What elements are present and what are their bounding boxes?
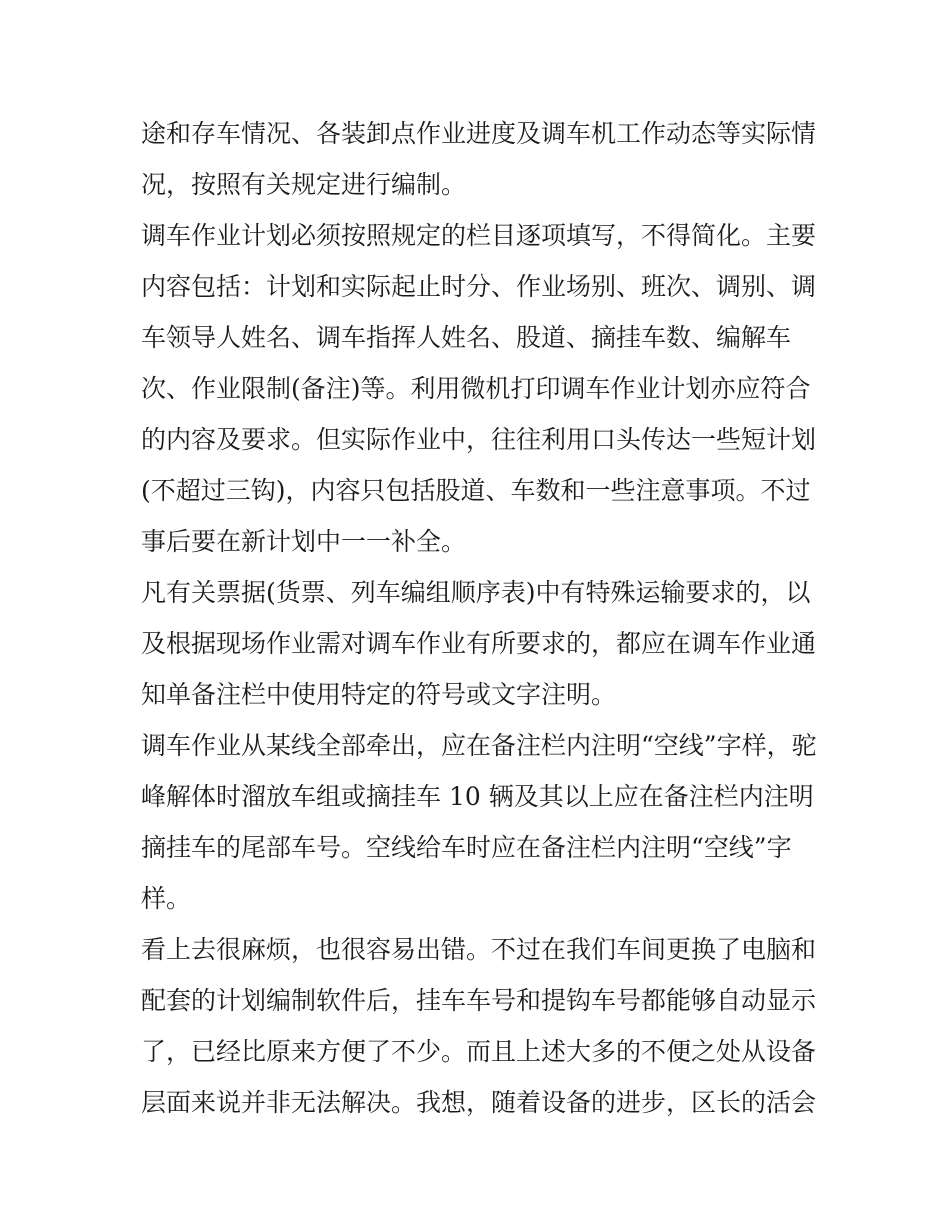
paragraph-2 bbox=[141, 210, 817, 567]
document-body bbox=[141, 108, 817, 1128]
text-line: 次、作业限制(备注)等。利用微机打印调车作业计划亦应符合 bbox=[141, 374, 811, 403]
text-line: 内容包括：计划和实际起止时分、作业场别、班次、调别、调 bbox=[141, 272, 817, 301]
text-line: 事后要在新计划中一一补全。 bbox=[141, 527, 467, 556]
text-line: 及根据现场作业需对调车作业有所要求的，都应在调车作业通 bbox=[141, 629, 817, 658]
text-line: 调车作业计划必须按照规定的栏目逐项填写，不得简化。主要 bbox=[141, 221, 817, 250]
text-line: 调车作业从某线全部牵出，应在备注栏内注明“空线”字样，驼 bbox=[141, 731, 817, 760]
text-line: 途和存车情况、各装卸点作业进度及调车机工作动态等实际情 bbox=[141, 119, 817, 148]
text-line: (不超过三钩)，内容只包括股道、车数和一些注意事项。不过 bbox=[141, 476, 811, 505]
paragraph-3 bbox=[141, 567, 817, 720]
paragraph-1 bbox=[141, 108, 817, 210]
text-line: 样。 bbox=[141, 884, 192, 913]
text-line: 知单备注栏中使用特定的符号或文字注明。 bbox=[141, 680, 617, 709]
text-line: 看上去很麻烦，也很容易出错。不过在我们车间更换了电脑和 bbox=[141, 935, 817, 964]
text-line: 车领导人姓名、调车指挥人姓名、股道、摘挂车数、编解车 bbox=[141, 323, 792, 352]
text-line: 配套的计划编制软件后，挂车车号和提钩车号都能够自动显示 bbox=[141, 986, 817, 1015]
text-line: 摘挂车的尾部车号。空线给车时应在备注栏内注明“空线”字 bbox=[141, 833, 792, 862]
paragraph-5 bbox=[141, 924, 817, 1128]
text-line: 峰解体时溜放车组或摘挂车 10 辆及其以上应在备注栏内注明 bbox=[141, 782, 814, 811]
paragraph-4 bbox=[141, 720, 817, 924]
text-line: 了，已经比原来方便了不少。而且上述大多的不便之处从设备 bbox=[141, 1037, 817, 1066]
text-line: 层面来说并非无法解决。我想，随着设备的进步，区长的活会 bbox=[141, 1088, 817, 1117]
text-line: 凡有关票据(货票、列车编组顺序表)中有特殊运输要求的，以 bbox=[141, 578, 811, 607]
text-line: 的内容及要求。但实际作业中，往往利用口头传达一些短计划 bbox=[141, 425, 817, 454]
text-line: 况，按照有关规定进行编制。 bbox=[141, 170, 467, 199]
